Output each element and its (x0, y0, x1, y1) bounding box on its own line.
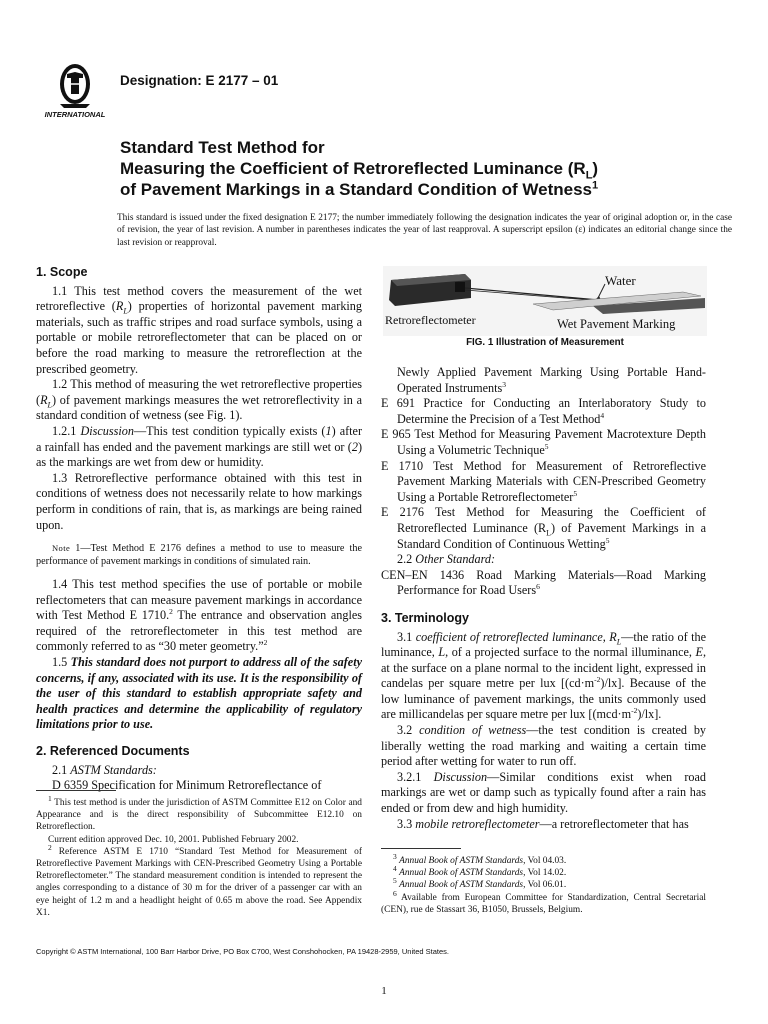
para-3-2-1: 3.2.1 Discussion—Similar conditions exist when road markings are wet or damp such as typically found after a rain has ended or from dew and high humidity. (381, 769, 706, 816)
title-line-1: Standard Test Method for (120, 138, 325, 157)
footnote-1: $^1$ This test method is under the jurisdiction of ASTM Committee E12 on Color and Appearance and is the direct responsibility of Subcommittee E12.10 on Retroreflection. (36, 793, 362, 833)
figure-label-retroreflectometer: Retroreflectometer (385, 313, 476, 327)
footnote-rule-right (381, 848, 461, 849)
footnote-rule-left (36, 790, 116, 791)
para-1-4: 1.4 This test method specifies the use of portable or mobile reflectometers that can measure pavement markings in accordance with Test Method E 1710.$^2$ The entrance and observation angles required of the retroreflectometer in this test method are commonly referred to as “30 meter geometry.”$^2$ (36, 577, 363, 654)
reference-e965: E 965 Test Method for Measuring Pavement Macrotexture Depth Using a Volumetric Technique$^5$ (381, 427, 706, 457)
document-title (120, 137, 720, 200)
figure-label-wet-pavement-marking: Wet Pavement Marking (557, 317, 676, 331)
para-3-1: 3.1 coefficient of retroreflected luminance, $R_L—the$ ratio of the luminance, L, of a projected surface to the normal illuminance, E, at the surface on a plane normal to the incident light, expressed in candelas per square metre per lux $[(cd\cdot m^{-2})/lx]$. Because of the low luminance of pavement markings, the units commonly used are millicandelas per square metre per lux $[(mcd\cdot m^{-2})/lx]$. (381, 629, 706, 722)
para-2-2: 2.2 Other Standard: (397, 552, 496, 567)
footnote-6: $^6$ Available from European Committee for Standardization, Central Secretarial (CEN), rue de Stassart 36, B1050, Brussels, Belgium. (381, 888, 706, 915)
footnotes-right (381, 851, 706, 916)
page-number: 1 (381, 985, 387, 997)
issuance-notice: This standard is issued under the fixed designation E 2177; the number immediately following the designation indicates the year of original adoption or, in the case of revision, the year of last revision. A number in parentheses indicates the year of last reapproval. A superscript epsilon (ε) indicates an editorial change since the last revision or reapproval. (117, 213, 732, 248)
reference-d6359: D 6359 Specification for Minimum Retroreflectance of (52, 778, 322, 793)
footnote-3: $^3$ Annual Book of ASTM Standards, Vol 04.03. (393, 851, 567, 866)
footnote-1-edition: Current edition approved Dec. 10, 2001. Published February 2002. (48, 834, 299, 845)
title-line-3-text: of Pavement Markings in a Standard Condition of Wetness (120, 180, 592, 199)
footnote-4: $^4$ Annual Book of ASTM Standards, Vol 14.02. (393, 864, 567, 879)
figure-label-water: Water (605, 273, 636, 288)
logo-international-text: INTERNATIONAL (44, 110, 106, 119)
left-column (36, 265, 362, 794)
para-3-2: 3.2 condition of wetness—the test condition is created by liberally wetting the road marking and waiting a certain time period after wetting for water to run off. (381, 723, 707, 769)
astm-logo-mark (60, 64, 90, 108)
title-line-2 (120, 158, 720, 182)
reference-d6359-continued: Newly Applied Pavement Marking Using Portable Hand-Operated Instruments$^3$ (397, 365, 706, 395)
para-3-3: 3.3 mobile retroreflectometer—a retroreflectometer that has (397, 816, 689, 831)
title-line-3 (120, 179, 720, 200)
title-footnote-ref: 1 (591, 179, 599, 192)
copyright-line: Copyright © ASTM International, 100 Barr Harbor Drive, PO Box C700, West Conshohocken, PA 19428-2959, United States. (36, 947, 449, 956)
reference-e691: E 691 Practice for Conducting an Interlaboratory Study to Determine the Precision of a Test Method$^4$ (381, 396, 706, 426)
para-1-5: 1.5 This standard does not purport to address all of the safety concerns, if any, associated with its use. It is the responsibility of the user of this standard to establish appropriate safety and health practices and determine the applicability of regulatory limitations prior to use. (36, 655, 362, 732)
title-line-2-sub: L (585, 169, 593, 182)
footnote-2: $^2$ Reference ASTM E 1710 “Standard Test Method for Measurement of Retroreflective Pavement Markings with CEN-Prescribed Geometry Using a Portable Retroreflectometer.” The standard measurement condition is intended to represent the angles corresponding to a distance of 30 m for the driver of a passenger car with an eye height of 1.2 m and a headlight height of 0.65 m above the road. See Appendix X1. (36, 842, 362, 918)
reference-cen-en-1436: CEN–EN 1436 Road Marking Materials—Road Marking Performance for Road Users$^6$ (381, 567, 706, 598)
figure-1-illustration (383, 266, 707, 336)
para-2-1: 2.1 ASTM Standards: (52, 762, 157, 777)
section-heading-terminology: 3. Terminology (381, 610, 469, 625)
section-heading-referenced-documents: 2. Referenced Documents (36, 744, 190, 759)
para-1-3: 1.3 Retroreflective performance obtained with this test in conditions of wetness does not necessarily relate to how markings perform in conditions of rain, that is, as markings are being rained upon. (36, 470, 362, 532)
para-1-2-1: 1.2.1 Discussion—This test condition typically exists (1) after a rainfall has ended and the pavement markings are still wet or (2) as the markings are wet from dew or humidity. (36, 423, 363, 470)
title-line-2-close: ) (592, 159, 599, 178)
designation: Designation: E 2177 – 01 (120, 73, 279, 88)
astm-logo (36, 60, 114, 120)
reference-e1710: E 1710 Test Method for Measurement of Retroreflective Pavement Marking Materials with CEN-Prescribed Geometry Using a Portable Retroreflectometer$^5$ (381, 458, 706, 504)
para-1-2: 1.2 This method of measuring the wet retroreflective properties $(R_L)$ of pavement markings measures the wet retroreflectivity in a standard condition of wetness (see Fig. 1). (36, 377, 362, 423)
figure-1-caption: FIG. 1 Illustration of Measurement (466, 337, 624, 348)
footnotes-left (36, 793, 362, 919)
section-heading-scope: 1. Scope (36, 265, 88, 279)
reference-e2176: E 2176 Test Method for Measuring the Coefficient of Retroreflected Luminance $(R_L)$ of Pavement Markings in a Standard Condition of Continuous Wetting$^5$ (381, 505, 706, 551)
right-column (381, 365, 706, 832)
footnote-5: $^5$ Annual Book of ASTM Standards, Vol 06.01. (393, 876, 567, 891)
title-line-2-text: Measuring the Coefficient of Retroreflected Luminance (R (120, 159, 586, 178)
para-1-1: 1.1 This test method covers the measurement of the wet retroreflective $(R_L)$ properties of horizontal pavement marking materials, such as traffic stripes and road surface symbols, using a portable or mobile retroreflectometer that can be placed on or before the road marking to measure the retroreflection at the prescribed geometry. (36, 283, 362, 376)
note-1: Note 1—Test Method E 2176 defines a method to use to measure the performance of pavement markings in conditions of simulated rain. (36, 543, 362, 568)
